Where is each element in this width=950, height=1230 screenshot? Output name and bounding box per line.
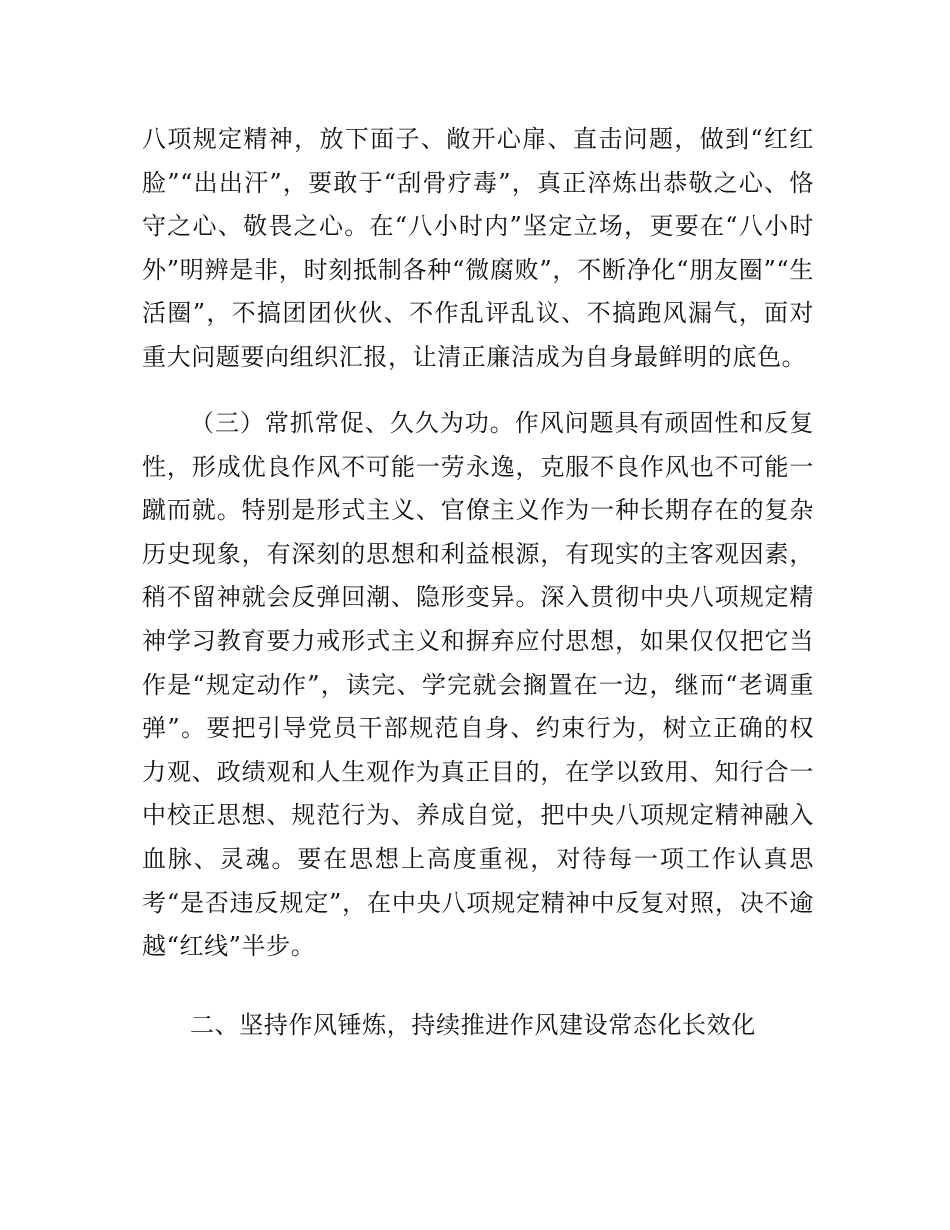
paragraph-continued: 八项规定精神，放下面子、敞开心扉、直击问题，做到“红红脸”“出出汗”，要敢于“刮骨疗毒”，真正淬炼出恭敬之心、恪守之心、敬畏之心。在“八小时内”坚定立场，更要在“八小时外”明辨是非，时刻抵制各种“微腐败”，不断净化“朋友圈”“生活圈”，不搞团团伙伙、不作乱评乱议、不搞跑风漏气，面对重大问题要向组织汇报，让清正廉洁成为自身最鲜明的底色。	[142, 125, 814, 371]
paragraph-section-three: （三）常抓常促、久久为功。作风问题具有顽固性和反复性，形成优良作风不可能一劳永逸，克服不良作风也不可能一蹴而就。特别是形式主义、官僚主义作为一种长期存在的复杂历史现象，有深刻的思想和利益根源，有现实的主客观因素，稍不留神就会反弹回潮、隐形变异。深入贯彻中央八项规定精神学习教育要力戒形式主义和摒弃应付思想，如果仅仅把它当作是“规定动作”，读完、学完就会搁置在一边，继而“老调重弹”。要把引导党员干部规范自身、约束行为，树立正确的权力观、政绩观和人生观作为真正目的，在学以致用、知行合一中校正思想、规范行为、养成自觉，把中央八项规定精神融入血脉、灵魂。要在思想上高度重视，对待每一项工作认真思考“是否违反规定”，在中央八项规定精神中反复对照，决不逾越“红线”半步。	[142, 409, 814, 961]
section-heading: 二、坚持作风锤炼，持续推进作风建设常态化长效化	[190, 1011, 756, 1039]
section-heading-block	[142, 1004, 814, 1048]
paragraph-continued-block	[142, 118, 814, 380]
paragraph-section-three-block	[142, 402, 814, 969]
